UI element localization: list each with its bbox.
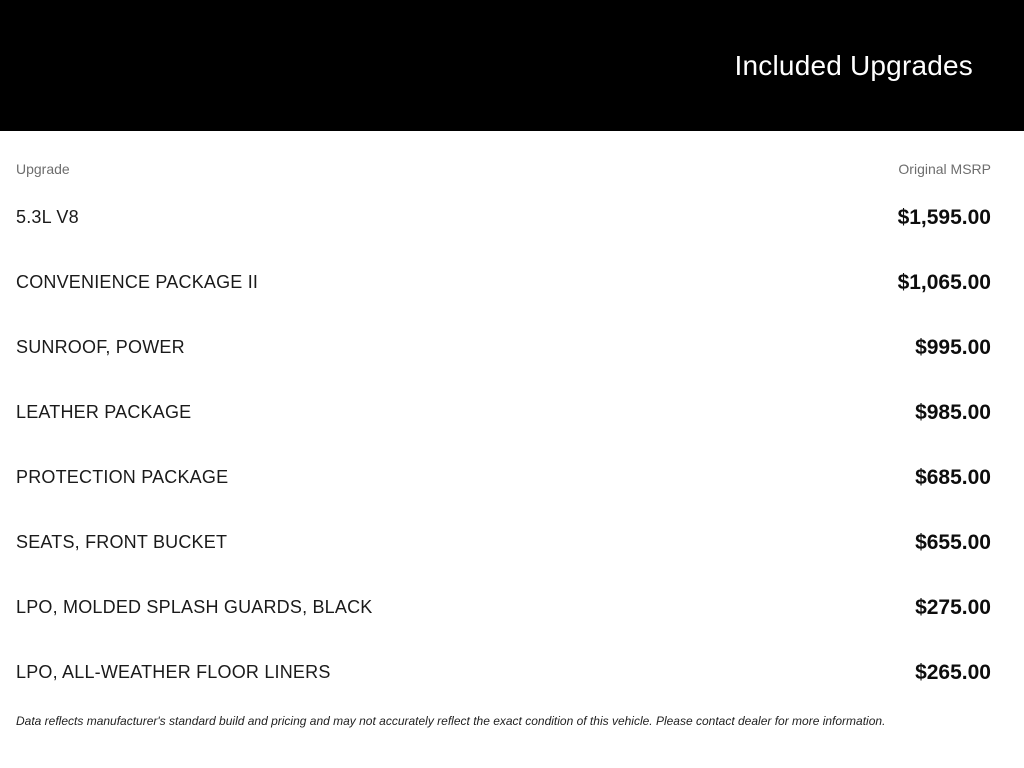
table-row — [16, 380, 991, 445]
upgrade-price: $275.00 — [915, 595, 991, 619]
upgrades-table — [0, 131, 1024, 768]
disclaimer-text: Data reflects manufacturer's standard build and pricing and may not accurately reflect the exact condition of this vehicle. Please contact dealer for more information. — [16, 714, 886, 728]
table-row — [16, 445, 991, 510]
upgrade-price: $1,595.00 — [897, 205, 991, 229]
upgrade-name: LPO, MOLDED SPLASH GUARDS, BLACK — [16, 597, 373, 617]
table-row — [16, 250, 991, 315]
table-row — [16, 315, 991, 380]
upgrade-name: CONVENIENCE PACKAGE II — [16, 272, 259, 292]
upgrade-name: 5.3L V8 — [16, 207, 79, 227]
upgrade-name: SEATS, FRONT BUCKET — [16, 532, 228, 552]
table-row — [16, 640, 991, 705]
table-column-headers — [16, 159, 991, 179]
upgrade-price: $985.00 — [915, 400, 991, 424]
table-row — [16, 185, 991, 250]
column-header-msrp: Original MSRP — [898, 161, 991, 177]
upgrade-name: LPO, ALL-WEATHER FLOOR LINERS — [16, 662, 331, 682]
panel-header — [0, 0, 1024, 131]
upgrade-name: SUNROOF, POWER — [16, 337, 185, 357]
table-rows — [16, 185, 991, 705]
upgrade-name: PROTECTION PACKAGE — [16, 467, 229, 487]
table-row — [16, 510, 991, 575]
upgrade-name: LEATHER PACKAGE — [16, 402, 192, 422]
column-header-upgrade: Upgrade — [16, 161, 70, 177]
upgrade-price: $265.00 — [915, 660, 991, 684]
upgrade-price: $1,065.00 — [897, 270, 991, 294]
upgrade-price: $685.00 — [915, 465, 991, 489]
table-row — [16, 575, 991, 640]
page-title: Included Upgrades — [734, 49, 973, 81]
upgrade-price: $655.00 — [915, 530, 991, 554]
upgrade-price: $995.00 — [915, 335, 991, 359]
